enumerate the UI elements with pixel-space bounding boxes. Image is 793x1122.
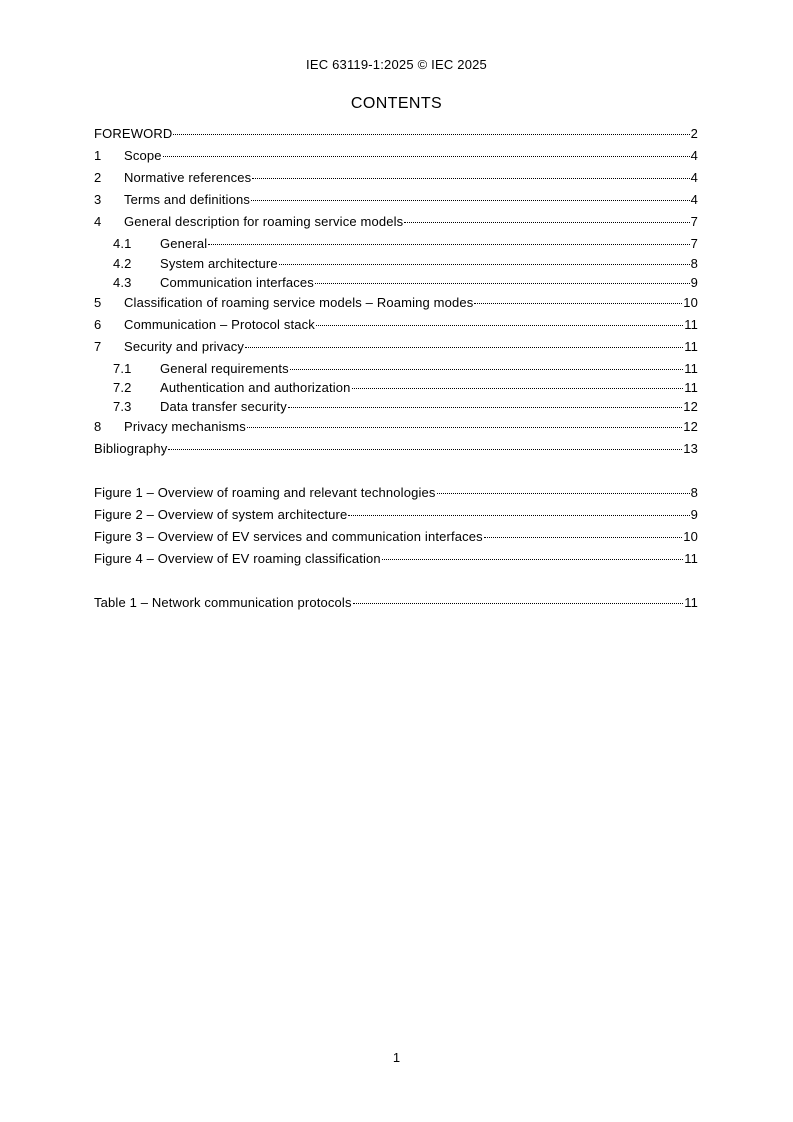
toc-entry-text: Terms and definitions (124, 192, 250, 207)
toc-entry-7-3-data-transfer-security[interactable] (94, 399, 698, 416)
toc-entry-text: Authentication and authorization (160, 380, 351, 395)
figure-entry-page: 8 (690, 485, 698, 500)
figure-entry-page: 9 (690, 507, 698, 522)
toc-entry-number: 7.2 (113, 380, 132, 395)
toc-entry-text: FOREWORD (94, 126, 173, 141)
dot-leader (348, 515, 689, 516)
document-header: IEC 63119-1:2025 © IEC 2025 (306, 57, 487, 72)
figure-entry-text: Figure 2 – Overview of system architecture (94, 507, 348, 522)
toc-entry-number: 2 (94, 170, 102, 185)
toc-entry-number: 4 (94, 214, 102, 229)
dot-leader (290, 369, 683, 370)
toc-entry-text: Security and privacy (124, 339, 245, 354)
figure-entry-text: Figure 1 – Overview of roaming and relevant technologies (94, 485, 436, 500)
dot-leader (484, 537, 682, 538)
toc-entry-text: Bibliography (94, 441, 168, 456)
toc-entry-normative-references[interactable] (94, 170, 698, 187)
figure-entry-4[interactable] (94, 551, 698, 568)
toc-entry-page: 10 (683, 295, 698, 310)
dot-leader (288, 407, 682, 408)
dot-leader (251, 200, 690, 201)
figure-entry-1[interactable] (94, 485, 698, 502)
toc-entry-page: 12 (683, 399, 698, 414)
toc-entry-number: 7.3 (113, 399, 132, 414)
toc-entry-bibliography[interactable] (94, 441, 698, 458)
toc-entry-text: Data transfer security (160, 399, 287, 414)
toc-entry-page: 11 (684, 339, 698, 354)
page-number: 1 (392, 1050, 401, 1065)
toc-entry-page: 13 (683, 441, 698, 456)
toc-entry-page: 4 (690, 148, 698, 163)
toc-entry-general-description[interactable] (94, 214, 698, 231)
toc-entry-page: 2 (690, 126, 698, 141)
toc-entry-number: 7 (94, 339, 102, 354)
dot-leader (382, 559, 683, 560)
table-entry-page: 11 (684, 595, 698, 610)
table-entry-text: Table 1 – Network communication protocols (94, 595, 352, 610)
figure-entry-page: 11 (684, 551, 698, 566)
table-entry-1[interactable] (94, 595, 698, 612)
toc-entry-text: System architecture (160, 256, 278, 271)
toc-entry-page: 7 (690, 214, 698, 229)
toc-entry-scope[interactable] (94, 148, 698, 165)
toc-entry-page: 4 (690, 192, 698, 207)
toc-entry-foreword[interactable] (94, 126, 698, 143)
figure-entry-text: Figure 3 – Overview of EV services and communication interfaces (94, 529, 483, 544)
toc-entry-number: 4.2 (113, 256, 132, 271)
toc-entry-text: General (160, 236, 208, 251)
dot-leader (173, 134, 689, 135)
contents-title: CONTENTS (350, 95, 443, 112)
toc-entry-number: 7.1 (113, 361, 132, 376)
dot-leader (252, 178, 689, 179)
dot-leader (279, 264, 690, 265)
toc-entry-page: 4 (690, 170, 698, 185)
toc-entry-4-1-general[interactable] (94, 236, 698, 253)
toc-entry-page: 11 (684, 317, 698, 332)
dot-leader (208, 244, 689, 245)
dot-leader (474, 303, 682, 304)
dot-leader (168, 449, 682, 450)
toc-entry-4-3-communication-interfaces[interactable] (94, 275, 698, 292)
toc-entry-page: 9 (690, 275, 698, 290)
toc-entry-number: 6 (94, 317, 102, 332)
figure-entry-3[interactable] (94, 529, 698, 546)
figure-entry-text: Figure 4 – Overview of EV roaming classification (94, 551, 381, 566)
dot-leader (353, 603, 684, 604)
toc-entry-number: 4.1 (113, 236, 132, 251)
toc-entry-privacy-mechanisms[interactable] (94, 419, 698, 436)
toc-entry-text: General requirements (160, 361, 289, 376)
toc-entry-text: Communication – Protocol stack (124, 317, 315, 332)
toc-entry-text: Normative references (124, 170, 252, 185)
toc-entry-page: 8 (690, 256, 698, 271)
toc-entry-page: 11 (684, 380, 698, 395)
toc-entry-7-2-authentication[interactable] (94, 380, 698, 397)
toc-entry-terms-and-definitions[interactable] (94, 192, 698, 209)
figure-entry-page: 10 (683, 529, 698, 544)
toc-entry-security-and-privacy[interactable] (94, 339, 698, 356)
toc-entry-protocol-stack[interactable] (94, 317, 698, 334)
toc-entry-text: Communication interfaces (160, 275, 314, 290)
toc-entry-page: 12 (683, 419, 698, 434)
dot-leader (247, 427, 682, 428)
dot-leader (315, 283, 690, 284)
toc-entry-number: 1 (94, 148, 102, 163)
dot-leader (437, 493, 690, 494)
dot-leader (404, 222, 689, 223)
toc-entry-number: 5 (94, 295, 102, 310)
toc-entry-page: 11 (684, 361, 698, 376)
dot-leader (245, 347, 683, 348)
toc-entry-page: 7 (690, 236, 698, 251)
toc-entry-text: General description for roaming service models (124, 214, 404, 229)
toc-entry-classification[interactable] (94, 295, 698, 312)
toc-entry-7-1-general-requirements[interactable] (94, 361, 698, 378)
toc-entry-4-2-system-architecture[interactable] (94, 256, 698, 273)
figure-entry-2[interactable] (94, 507, 698, 524)
toc-entry-text: Scope (124, 148, 162, 163)
toc-entry-number: 8 (94, 419, 102, 434)
toc-entry-text: Privacy mechanisms (124, 419, 246, 434)
dot-leader (316, 325, 683, 326)
dot-leader (163, 156, 690, 157)
toc-entry-text: Classification of roaming service models – Roaming modes (124, 295, 474, 310)
dot-leader (352, 388, 684, 389)
toc-entry-number: 4.3 (113, 275, 132, 290)
toc-entry-number: 3 (94, 192, 102, 207)
